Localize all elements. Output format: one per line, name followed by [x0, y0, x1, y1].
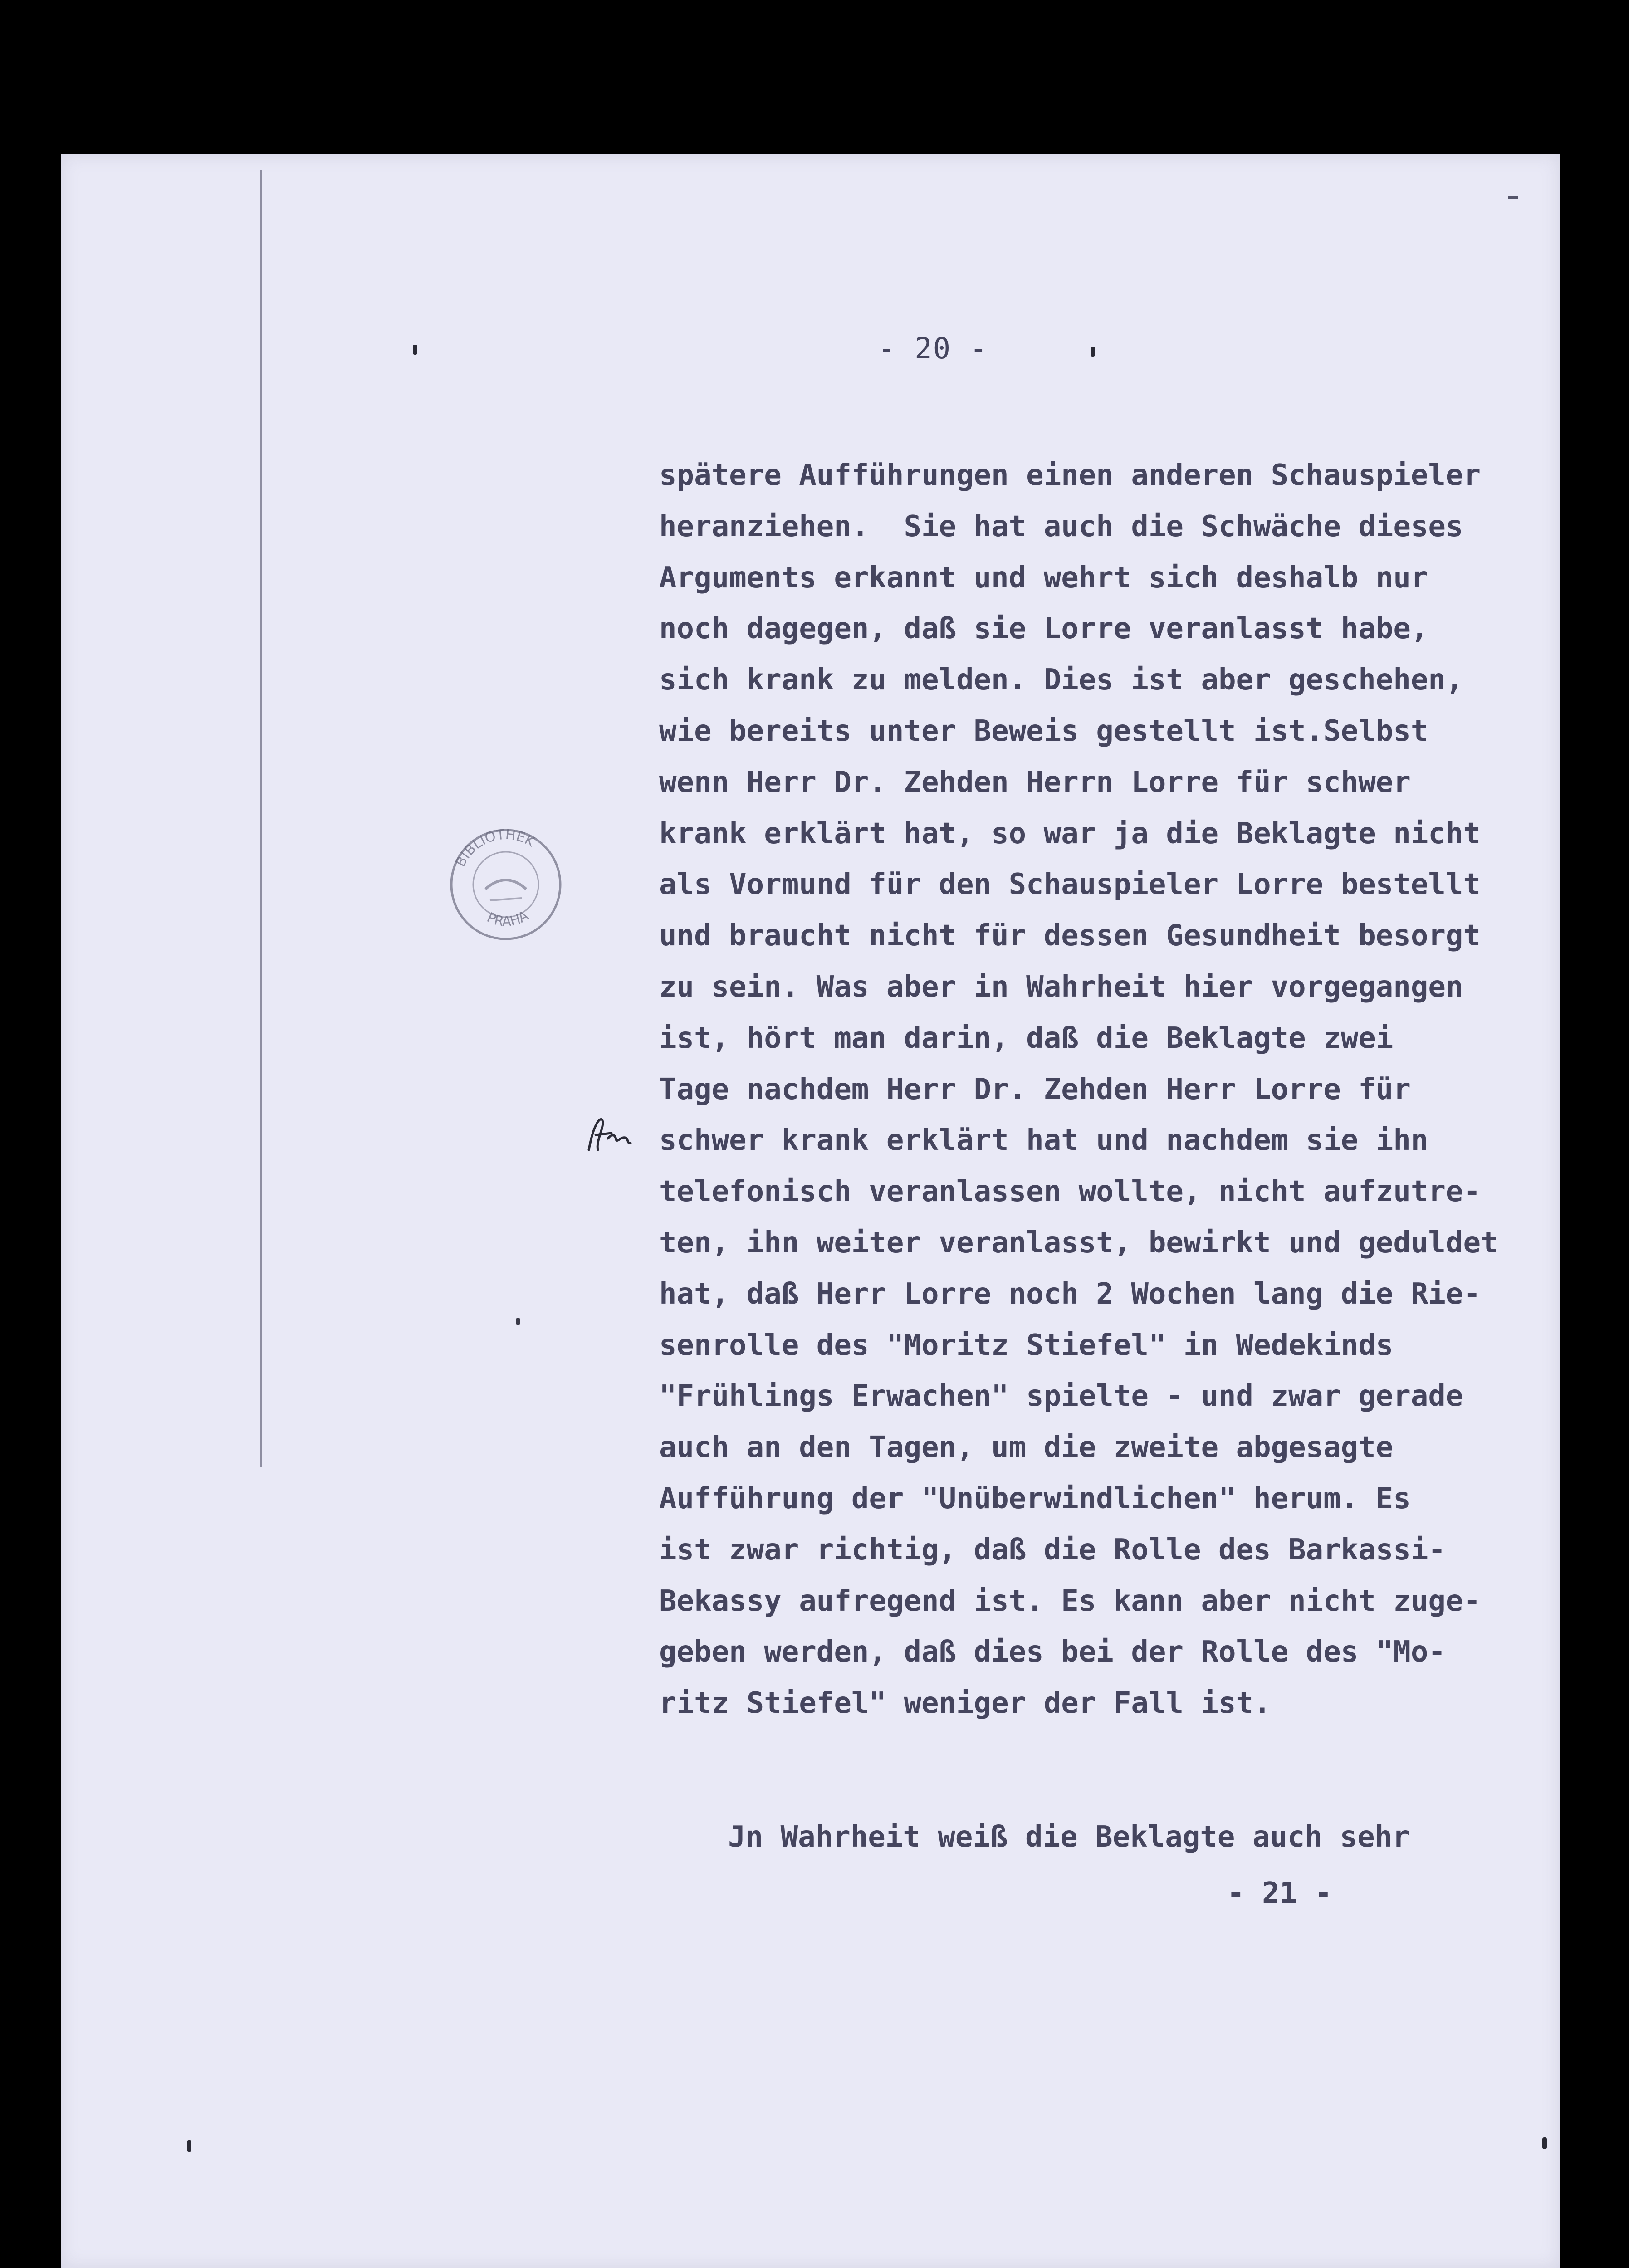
text-line: telefonisch veranlassen wollte, nicht aufzutre- [659, 1175, 1481, 1209]
text-line: schwer krank erklärt hat und nachdem sie ihn [659, 1124, 1428, 1158]
text-line: sich krank zu melden. Dies ist aber geschehen, [659, 663, 1463, 697]
text-line: wenn Herr Dr. Zehden Herrn Lorre für schwer [659, 765, 1411, 799]
punch-dot-top-left [413, 345, 417, 355]
dust-mark-top-right [1508, 196, 1518, 199]
text-line: wie bereits unter Beweis gestellt ist.Selbst [659, 714, 1428, 748]
text-line: Bekassy aufregend ist. Es kann aber nicht zuge- [659, 1584, 1481, 1618]
handwritten-margin-mark [580, 1107, 634, 1161]
text-line: senrolle des "Moritz Stiefel" in Wedekinds [659, 1328, 1394, 1362]
text-line: "Frühlings Erwachen" spielte - und zwar gerade [659, 1379, 1463, 1413]
text-line: ist, hört man darin, daß die Beklagte zwei [659, 1021, 1394, 1055]
text-line: krank erklärt hat, so war ja die Beklagte nicht [659, 816, 1481, 850]
text-line: heranziehen. Sie hat auch die Schwäche dieses [659, 509, 1463, 543]
page-number-top: - 20 - [878, 332, 988, 366]
text-line: spätere Aufführungen einen anderen Schauspieler [659, 459, 1481, 492]
text-line: noch dagegen, daß sie Lorre veranlasst habe, [659, 612, 1428, 646]
left-margin-rule [260, 170, 262, 1467]
text-line: hat, daß Herr Lorre noch 2 Wochen lang die Rie- [659, 1277, 1481, 1311]
text-line: Tage nachdem Herr Dr. Zehden Herr Lorre für [659, 1072, 1411, 1106]
punch-dot-bottom-right [1542, 2137, 1547, 2149]
stamp-text-bottom: PRAHA [484, 908, 532, 930]
stamp-text-top: BIBLIOTHEK [452, 826, 538, 870]
punch-dot-top-right [1091, 347, 1095, 357]
text-line: und braucht nicht für dessen Gesundheit besorgt [659, 919, 1481, 953]
text-line: ritz Stiefel" weniger der Fall ist. [659, 1686, 1271, 1721]
text-line: Aufführung der "Unüberwindlichen" herum. Es [659, 1481, 1411, 1515]
library-stamp [438, 816, 574, 953]
text-line: zu sein. Was aber in Wahrheit hier vorgegangen [659, 970, 1463, 1004]
svg-text:PRAHA [484, 908, 532, 930]
text-line: ist zwar richtig, daß die Rolle des Barkassi- [659, 1533, 1446, 1567]
punch-dot-mid-left [516, 1318, 520, 1325]
text-line: auch an den Tagen, um die zweite abgesagte [659, 1431, 1394, 1465]
catchword-next-page: - 21 - [1227, 1877, 1332, 1910]
punch-dot-bottom-left [187, 2140, 191, 2152]
svg-text:BIBLIOTHEK [453, 827, 538, 870]
text-line: geben werden, daß dies bei der Rolle des "Mo- [659, 1635, 1446, 1669]
body-text [659, 450, 1521, 1729]
text-line: als Vormund für den Schauspieler Lorre bestellt [659, 868, 1481, 902]
text-line: Arguments erkannt und wehrt sich deshalb nur [659, 561, 1428, 595]
closing-line: Jn Wahrheit weiß die Beklagte auch sehr [728, 1820, 1410, 1854]
text-line: ten, ihn weiter veranlasst, bewirkt und geduldet [659, 1226, 1498, 1260]
